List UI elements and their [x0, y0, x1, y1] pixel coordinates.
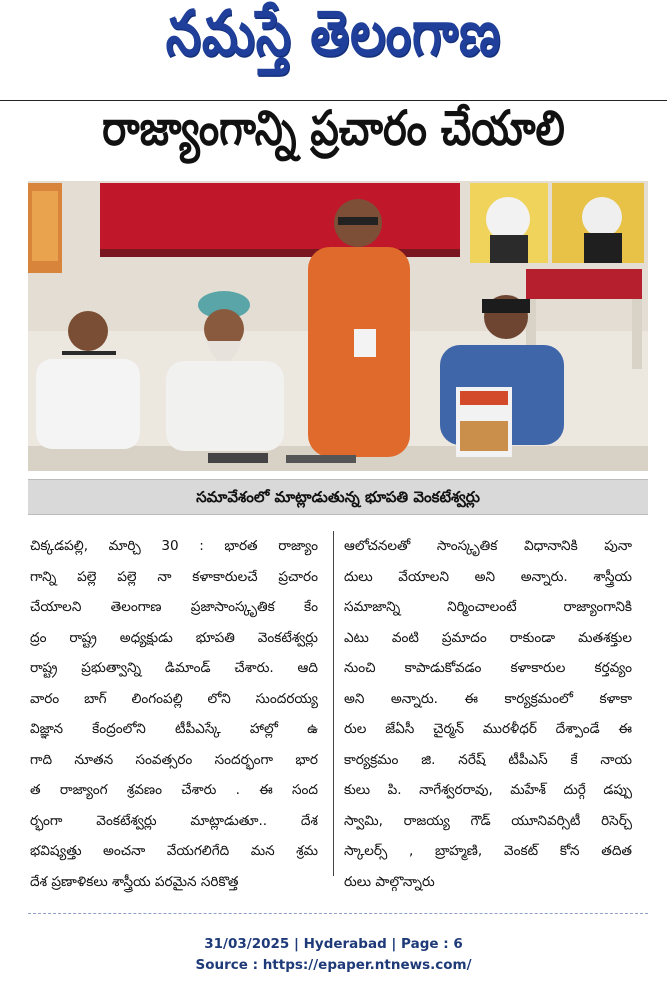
article-line: త రాజ్యాంగ శ్రవణం చేశారు . ఈ సంద: [30, 782, 318, 798]
article-line: రాష్ట్ర ప్రభుత్వాన్ని డిమాండ్ చేశారు. ఆది: [30, 660, 318, 676]
article-line: దులు వేయాలని అని అన్నారు. శాస్త్రీయ: [344, 568, 632, 585]
article-line: స్వామి, రాజయ్య గౌడ్ యూనివర్సిటీ రిసెర్చ్: [344, 812, 632, 829]
article-line: నుంచి కాపాడుకోవడం కళాకారుల కర్తవ్యం: [344, 660, 632, 676]
news-photo: [28, 181, 648, 471]
newspaper-title: నమస్తే తెలంగాణ: [165, 0, 502, 70]
column-divider: [333, 531, 334, 876]
article-line: గాన్ని పల్లె పల్లె నా కళాకారులచే ప్రచారం: [30, 568, 318, 585]
article-line: విజ్ఞాన కేంద్రంలోని టీపీఎస్కే హాల్లో ఉ: [30, 721, 318, 737]
footer-dateline: 31/03/2025 | Hyderabad | Page : 6: [204, 936, 463, 952]
article-line: సమాజాన్ని నిర్మించాలంటే రాజ్యాంగానికి: [344, 599, 632, 615]
article-line: ద్రం రాష్ట్ర అధ్యక్షుడు భూపతి వెంకటేశ్వర్లు: [30, 629, 318, 646]
photo-illustration: [28, 181, 648, 471]
article-line: రులు పాల్గొన్నారు: [344, 873, 435, 890]
article-line: ఆలోచనలతో సాంస్కృతిక విధానానికి పునా: [344, 538, 632, 554]
article-line: గాది నూతన సంవత్సరం సందర్భంగా భార: [30, 751, 318, 768]
article-line: ర్భంగా వెంకటేశ్వర్లు మాట్లాడుతూ.. దేశ: [30, 812, 318, 829]
footer-divider: [28, 913, 648, 914]
article-line: రుల జేఏసీ చైర్మన్ మురళీధర్ దేశ్పాండే ఈ: [344, 721, 632, 737]
article-line: వారం బాగ్ లింగంపల్లి లోని సుందరయ్య: [30, 690, 318, 707]
article-line: ఎటు వంటి ప్రమాదం రాకుండా మతశక్తుల: [344, 629, 632, 646]
footer-source: Source : https://epaper.ntnews.com/: [195, 957, 472, 973]
article-line: కార్యక్రమం జి. నరేష్ టీపీఎస్ కే నాయ: [344, 751, 632, 768]
headline: [0, 103, 667, 171]
article-line: చేయాలని తెలంగాణ ప్రజాసాంస్కృతిక కేం: [30, 599, 318, 615]
article-line: భవిష్యత్తు అంచనా వేయగలిగేది మన శ్రమ: [30, 843, 318, 859]
article-column-right: [344, 531, 632, 897]
article-line: కులు పి. నాగేశ్వరరావు, మహేశ్ దుర్గే డప్పు: [344, 782, 632, 798]
article-line: దేశ ప్రణాళికలు శాస్త్రీయ పరమైన సరికొత్త: [30, 873, 239, 890]
masthead: [0, 2, 667, 84]
headline-text: రాజ్యాంగాన్ని ప్రచారం చేయాలి: [102, 101, 565, 157]
article-line: చిక్కడపల్లి, మార్చి 30 : భారత రాజ్యాం: [30, 538, 318, 554]
article-column-left: [30, 531, 318, 897]
article-line: స్కాలర్స్ , బ్రాహ్మణి, వెంకట్ కోన తదిత: [344, 843, 632, 859]
photo-caption: సమావేశంలో మాట్లాడుతున్న భూపతి వెంకటేశ్వర్లు: [28, 479, 648, 515]
article-line: అని అన్నారు. ఈ కార్యక్రమంలో కళాకా: [344, 690, 632, 707]
